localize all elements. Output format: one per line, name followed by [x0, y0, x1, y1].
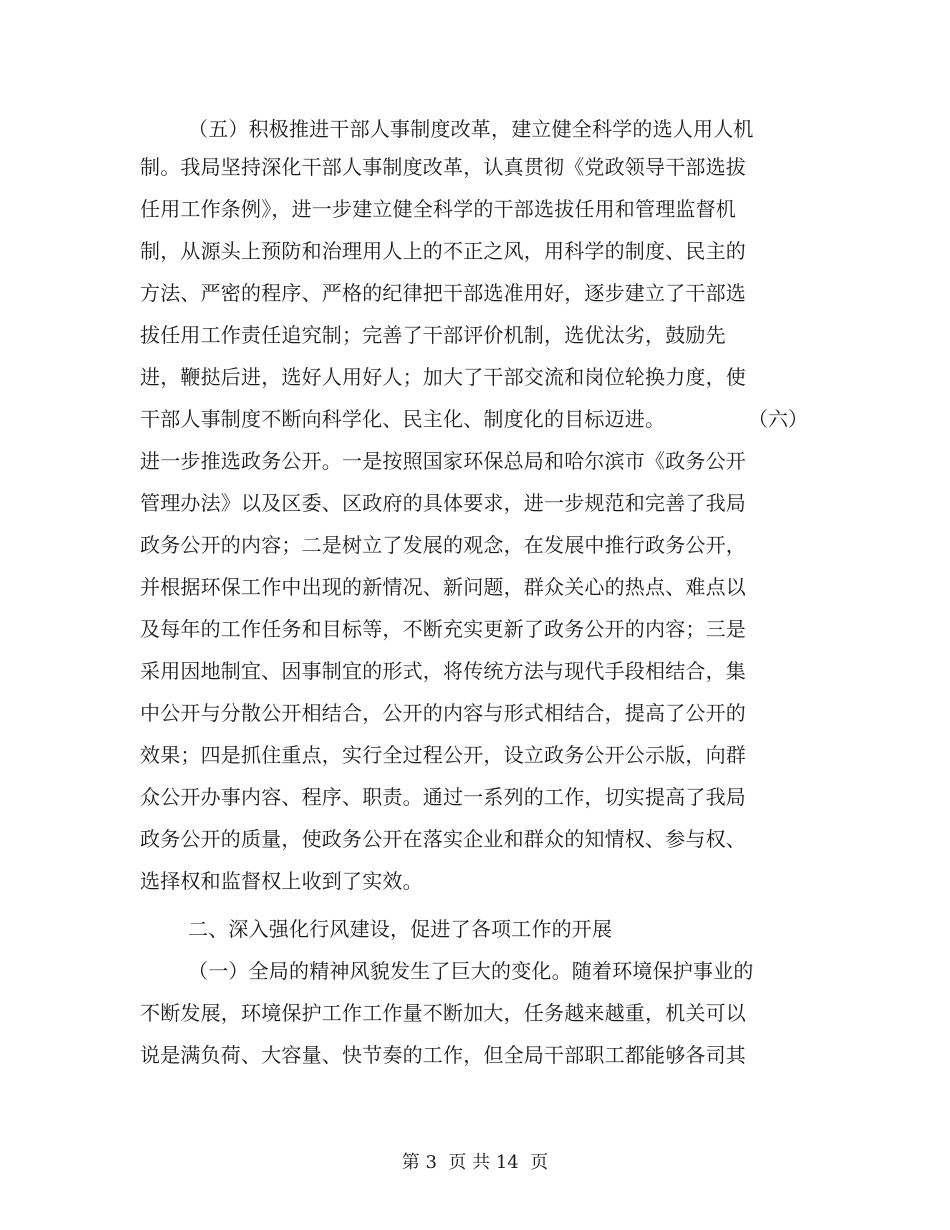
paragraph-line: 政务公开的内容；二是树立了发展的观念，在发展中推行政务公开，	[140, 533, 746, 557]
paragraph-line: （五）积极推进干部人事制度改革，建立健全科学的选人用人机	[188, 117, 754, 141]
paragraph-line: 进一步推选政务公开。一是按照国家环保总局和哈尔滨市《政务公开	[140, 449, 746, 473]
paragraph-line: 中公开与分散公开相结合，公开的内容与形式相结合，提高了公开的	[140, 701, 746, 725]
paragraph-line: 进，鞭挞后进，选好人用好人；加大了干部交流和岗位轮换力度，使	[140, 365, 746, 389]
section-heading: 二、深入强化行风建设，促进了各项工作的开展	[188, 917, 613, 941]
paragraph-line: 选择权和监督权上收到了实效。	[140, 869, 423, 893]
paragraph-line: 及每年的工作任务和目标等，不断充实更新了政务公开的内容；三是	[140, 617, 746, 641]
paragraph-line: 方法、严密的程序、严格的纪律把干部选准用好，逐步建立了干部选	[140, 281, 746, 305]
paragraph-line: 不断发展，环境保护工作工作量不断加大，任务越来越重，机关可以	[140, 1001, 746, 1025]
paragraph-line: 拔任用工作责任追究制；完善了干部评价机制，选优汰劣，鼓励先	[140, 323, 726, 347]
page-number-footer: 第 3 页 共 14 页	[401, 1152, 549, 1173]
paragraph-line: 说是满负荷、大容量、快节奏的工作，但全局干部职工都能够各司其	[140, 1043, 746, 1067]
paragraph-line: 众公开办事内容、程序、职责。通过一系列的工作，切实提高了我局	[140, 785, 746, 809]
paragraph-line: 采用因地制宜、因事制宜的形式，将传统方法与现代手段相结合，集	[140, 659, 746, 683]
paragraph-line: 并根据环保工作中出现的新情况、新问题，群众关心的热点、难点以	[140, 575, 746, 599]
paragraph-line: 制。我局坚持深化干部人事制度改革，认真贯彻《党政领导干部选拔	[140, 155, 746, 179]
paragraph-line: 任用工作条例》，进一步建立健全科学的干部选拔任用和管理监督机	[140, 197, 736, 221]
paragraph-line: （一）全局的精神风貌发生了巨大的变化。随着环境保护事业的	[188, 959, 754, 983]
section-six-tag: （六）	[748, 407, 808, 431]
paragraph-line: 干部人事制度不断向科学化、民主化、制度化的目标迈进。	[140, 407, 666, 431]
paragraph-line: 效果；四是抓住重点，实行全过程公开，设立政务公开公示版，向群	[140, 743, 746, 767]
paragraph-line: 制，从源头上预防和治理用人上的不正之风，用科学的制度、民主的	[140, 239, 746, 263]
paragraph-line: 管理办法》以及区委、区政府的具体要求，进一步规范和完善了我局	[140, 491, 746, 515]
paragraph-line: 政务公开的质量，使政务公开在落实企业和群众的知情权、参与权、	[140, 827, 746, 851]
